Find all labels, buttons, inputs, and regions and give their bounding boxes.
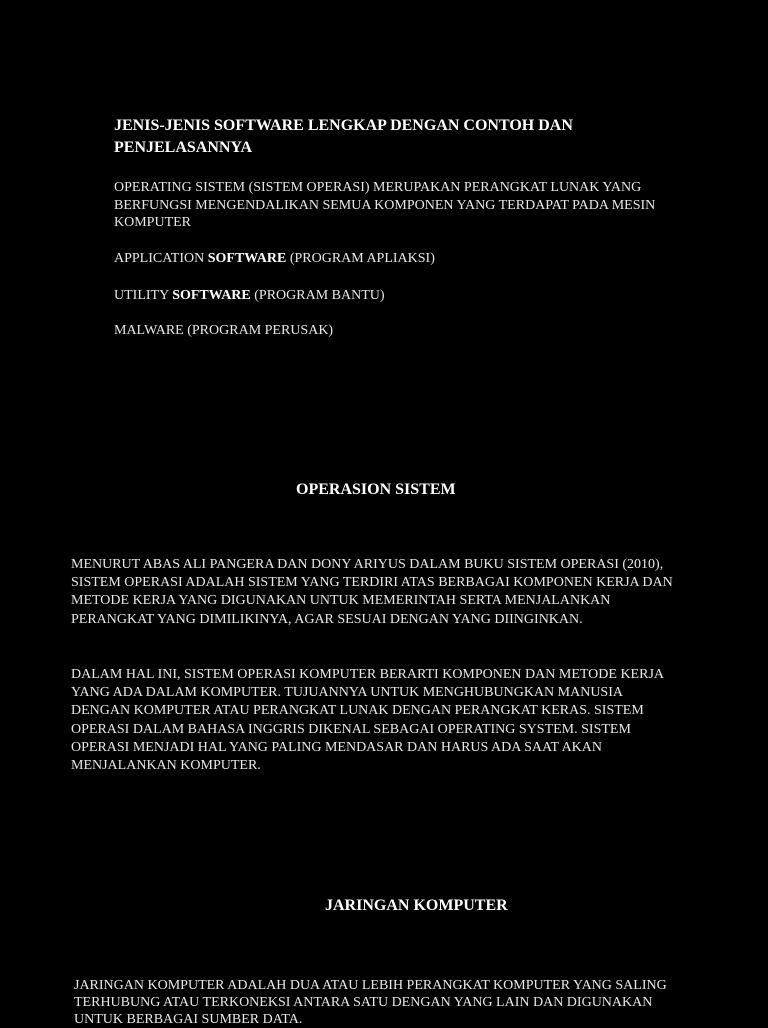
list-item-suffix: (PROGRAM APLIAKSI) [286, 251, 435, 266]
section1-paragraph-1: MENURUT ABAS ALI PANGERA DAN DONY ARIYUS DALAM BUKU SISTEM OPERASI (2010), SISTEM OPERASI ADALAH SISTEM YANG TERDIRI ATAS BERBAGAI KOMPONEN KERJA DAN METODE KERJA YANG DIGUNAKAN UNTUK MEMERINTAH SERTA MENJALANKAN PERANGKAT YANG DIMILIKINYA, AGAR SESUAI DENGAN YANG DIINGINKAN. [71, 557, 673, 627]
list-item-utility-software [114, 287, 385, 305]
document-title: JENIS-JENIS SOFTWARE LENGKAP DENGAN CONTOH DAN PENJELASANNYA [114, 117, 573, 156]
section-heading-operasion-sistem: OPERASION SISTEM [296, 481, 456, 498]
section-heading-jaringan-komputer: JARINGAN KOMPUTER [325, 897, 508, 914]
intro-paragraph: OPERATING SISTEM (SISTEM OPERASI) MERUPAKAN PERANGKAT LUNAK YANG BERFUNGSI MENGENDALIKAN SEMUA KOMPONEN YANG TERDAPAT PADA MESIN KOMPUTER [114, 180, 656, 230]
list-item-suffix: (PROGRAM BANTU) [250, 288, 385, 303]
list-item-prefix: MALWARE (PROGRAM PERUSAK) [114, 323, 334, 338]
section2-paragraph-1: JARINGAN KOMPUTER ADALAH DUA ATAU LEBIH PERANGKAT KOMPUTER YANG SALING TERHUBUNG ATAU TERKONEKSI ANTARA SATU DENGAN YANG LAIN DAN DIGUNAKAN UNTUK BERBAGAI SUMBER DATA. [74, 978, 667, 1027]
list-item-bold: SOFTWARE [207, 251, 287, 266]
list-item-bold: SOFTWARE [172, 288, 251, 303]
section1-paragraph-2: DALAM HAL INI, SISTEM OPERASI KOMPUTER BERARTI KOMPONEN DAN METODE KERJA YANG ADA DALAM KOMPUTER. TUJUANNYA UNTUK MENGHUBUNGKAN MANUSIA DENGAN KOMPUTER ATAU PERANGKAT LUNAK DENGAN PERANGKAT KERAS. SISTEM OPERASI DALAM BAHASA INGGRIS DIKENAL SEBAGAI OPERATING SYSTEM. SISTEM OPERASI MENJADI HAL YANG PALING MENDASAR DAN HARUS ADA SAAT AKAN MENJALANKAN KOMPUTER. [71, 667, 664, 774]
list-item-prefix: APPLICATION [114, 251, 208, 266]
list-item-prefix: UTILITY [114, 288, 173, 303]
list-item-malware [114, 322, 333, 340]
list-item-application-software [114, 250, 435, 268]
